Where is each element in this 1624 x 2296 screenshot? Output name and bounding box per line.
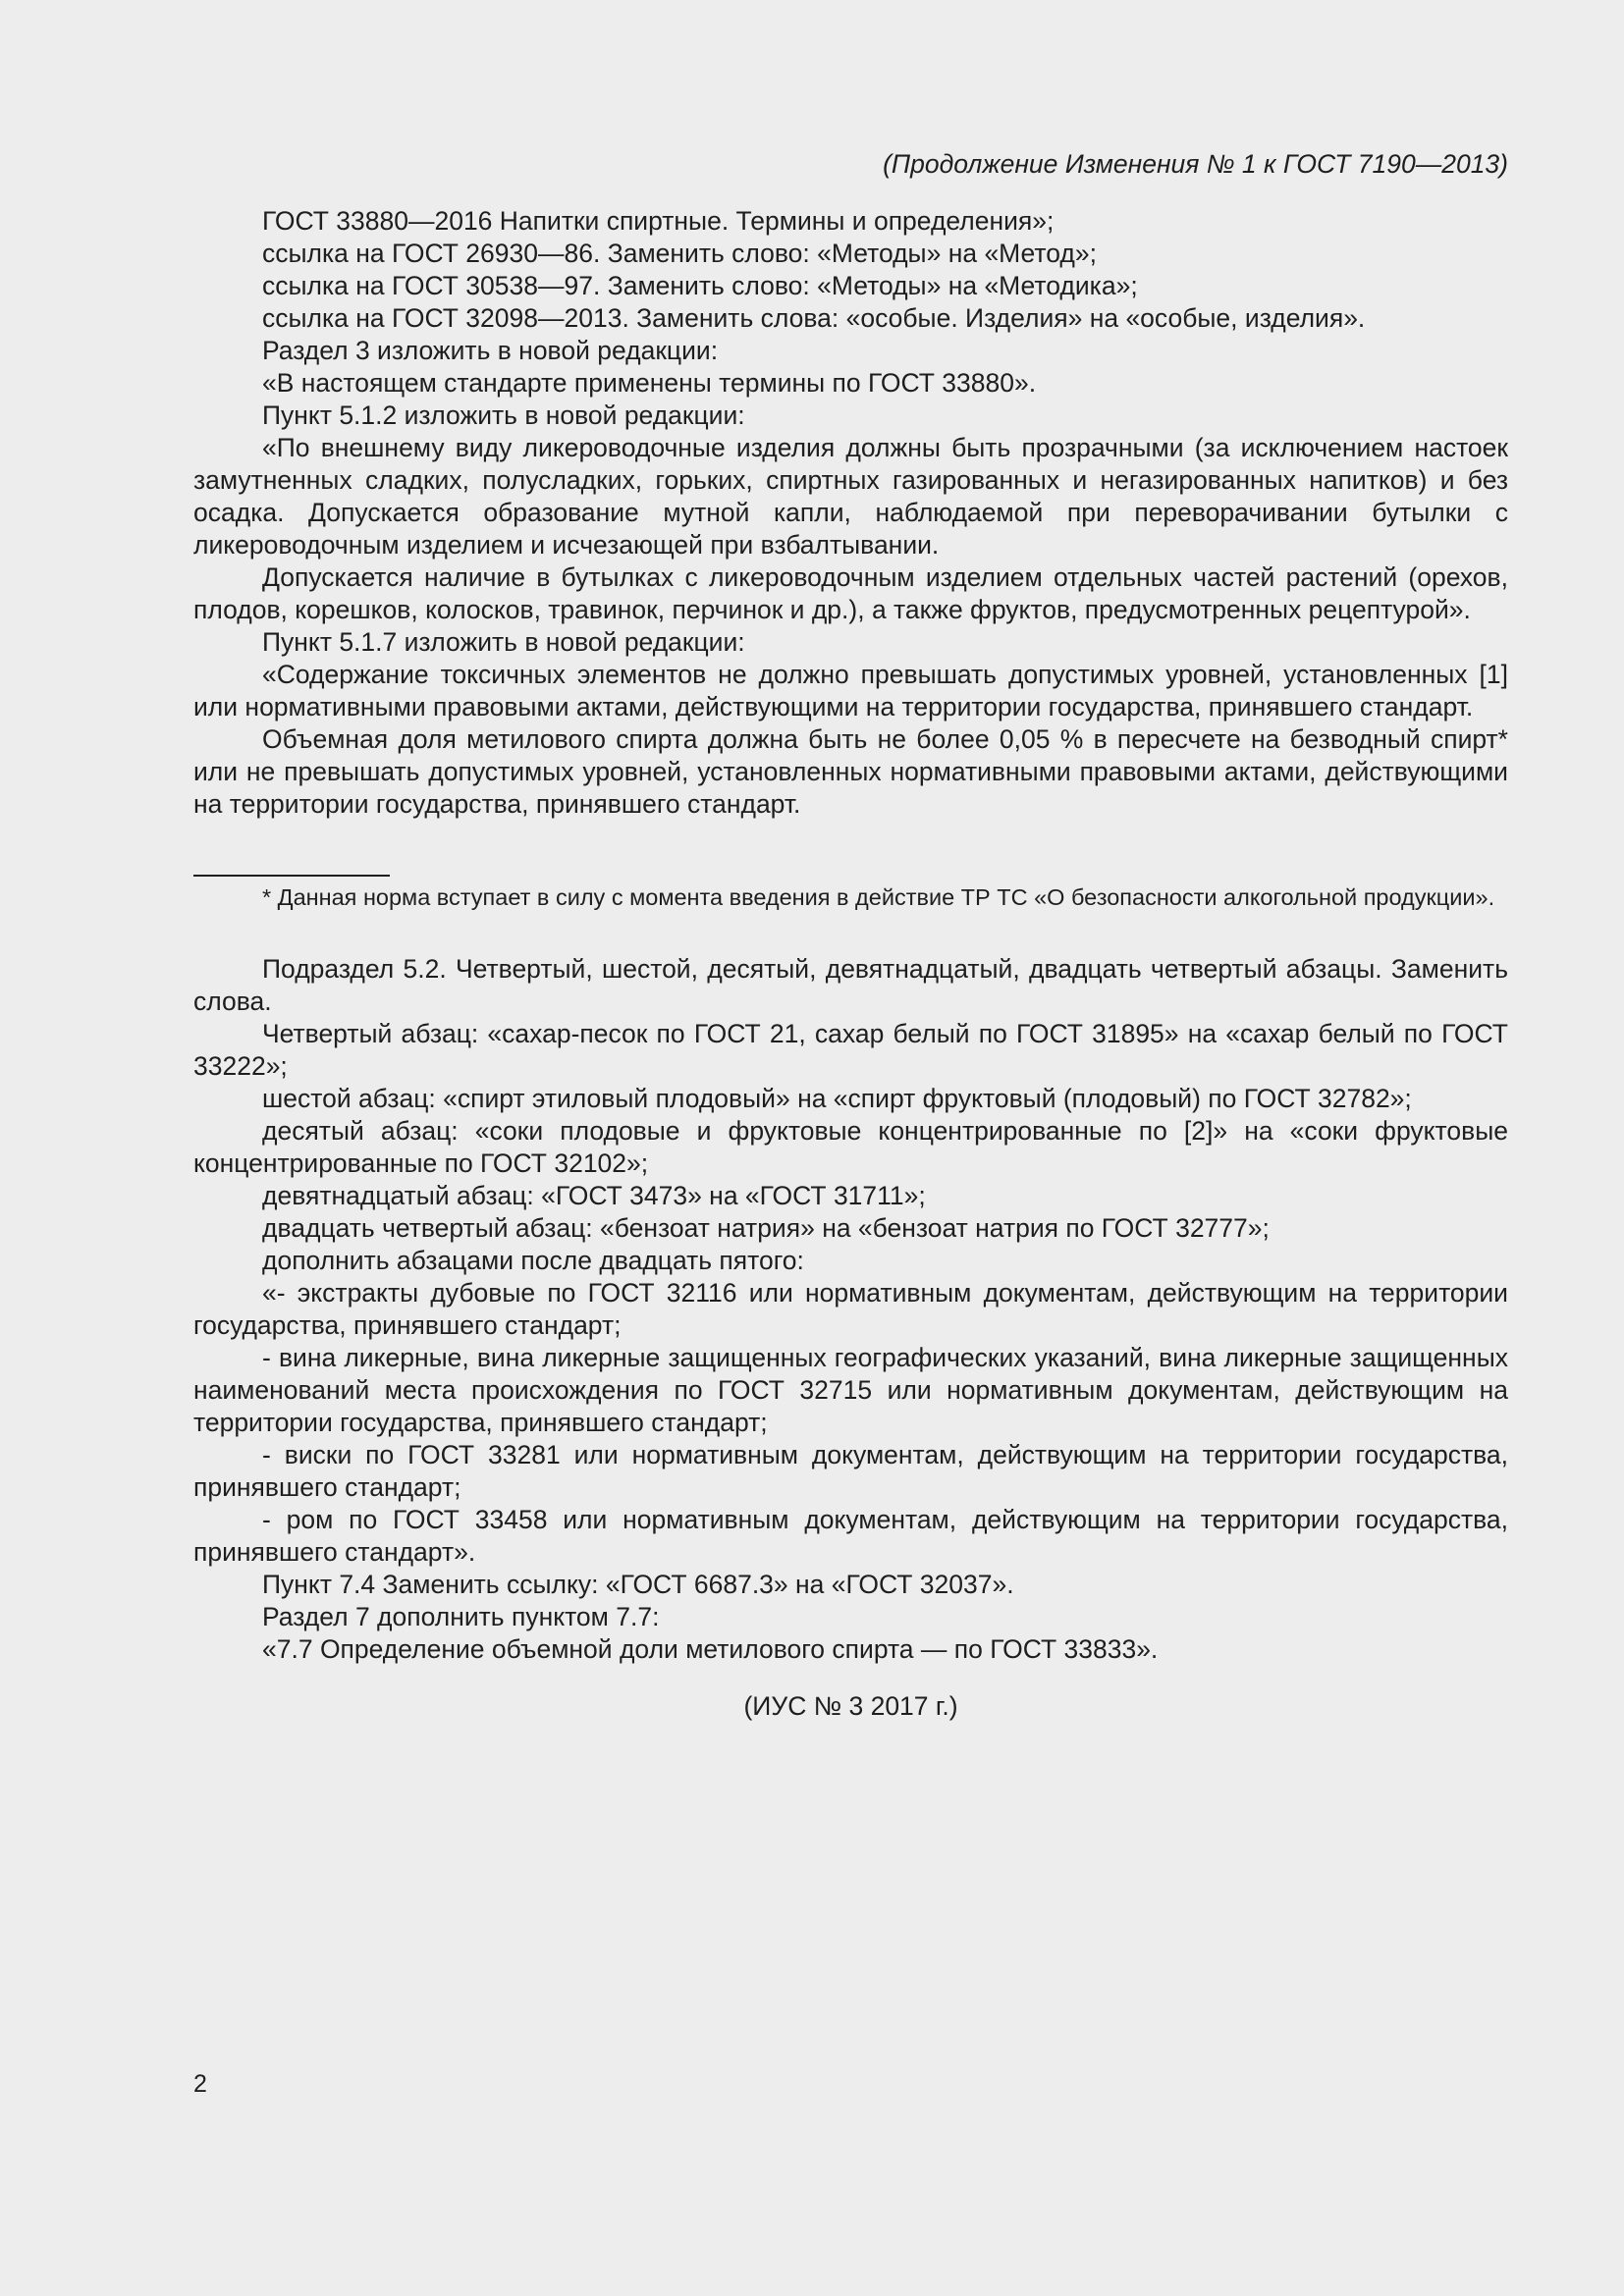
footnote-separator — [193, 875, 390, 877]
footnote-text: * Данная норма вступает в силу с момента введения в действие ТР ТС «О безопасности алкогольной продукции». — [262, 884, 1495, 910]
paragraph: Четвертый абзац: «сахар-песок по ГОСТ 21, сахар белый по ГОСТ 31895» на «сахар белый по ГОСТ 33222»; — [193, 1019, 1508, 1081]
section-1 — [193, 205, 1508, 821]
paragraph: Раздел 7 дополнить пунктом 7.7: — [262, 1602, 660, 1631]
section-2 — [193, 953, 1508, 1666]
paragraph: Раздел 3 изложить в новой редакции: — [262, 336, 719, 365]
paragraph: дополнить абзацами после двадцать пятого: — [262, 1246, 804, 1275]
paragraph: - вина ликерные, вина ликерные защищенных географических указаний, вина ликерные защищенных наименований места происхождения по ГОСТ 32715 или нормативным документам, действующим на территории государства, принявшего стандарт; — [193, 1343, 1508, 1437]
paragraph: шестой абзац: «спирт этиловый плодовый» на «спирт фруктовый (плодовый) по ГОСТ 32782»; — [262, 1084, 1412, 1113]
page-content — [193, 142, 1508, 1723]
paragraph: Пункт 7.4 Заменить ссылку: «ГОСТ 6687.3» на «ГОСТ 32037». — [262, 1570, 1014, 1599]
paragraph: ГОСТ 33880—2016 Напитки спиртные. Термины и определения»; — [262, 206, 1055, 236]
paragraph: Пункт 5.1.2 изложить в новой редакции: — [262, 400, 745, 430]
footnote — [193, 882, 1508, 913]
page-number: 2 — [193, 2070, 207, 2098]
paragraph: девятнадцатый абзац: «ГОСТ 3473» на «ГОСТ 31711»; — [262, 1181, 926, 1210]
paragraph: двадцать четвертый абзац: «бензоат натрия» на «бензоат натрия по ГОСТ 32777»; — [262, 1213, 1270, 1243]
paragraph: ссылка на ГОСТ 32098—2013. Заменить слова: «особые. Изделия» на «особые, изделия». — [262, 303, 1366, 333]
paragraph: «В настоящем стандарте применены термины по ГОСТ 33880». — [262, 368, 1037, 398]
paragraph: «7.7 Определение объемной доли метилового спирта — по ГОСТ 33833». — [262, 1634, 1159, 1664]
paragraph: Пункт 5.1.7 изложить в новой редакции: — [262, 627, 745, 657]
paragraph: ссылка на ГОСТ 30538—97. Заменить слово: «Методы» на «Методика»; — [262, 271, 1138, 300]
paragraph: «Содержание токсичных элементов не должно превышать допустимых уровней, установленных [1] или нормативными правовыми актами, действующими на территории государства, принявшего стандарт. — [193, 660, 1508, 721]
paragraph: «По внешнему виду ликероводочные изделия должны быть прозрачными (за исключением настоек замутненных сладких, полусладких, горьких, спиртных газированных и негазированных напитков) и без осадка. Допускается образование мутной капли, наблюдаемой при переворачивании бутылки с ликероводочным изделием и исчезающей при взбалтывании. — [193, 433, 1508, 560]
ius-reference: (ИУС № 3 2017 г.) — [743, 1691, 958, 1721]
paragraph: десятый абзац: «соки плодовые и фруктовые концентрированные по [2]» на «соки фруктовые концентрированные по ГОСТ 32102»; — [193, 1116, 1508, 1178]
paragraph: Допускается наличие в бутылках с ликероводочным изделием отдельных частей растений (орехов, плодов, корешков, колосков, травинок, перчинок и др.), а также фруктов, предусмотренных рецептурой». — [193, 562, 1508, 624]
paragraph: Объемная доля метилового спирта должна быть не более 0,05 % в пересчете на безводный спирт* или не превышать допустимых уровней, установленных нормативными правовыми актами, действующими на территории государства, принявшего стандарт. — [193, 724, 1508, 819]
paragraph: - виски по ГОСТ 33281 или нормативным документам, действующим на территории государства, принявшего стандарт; — [193, 1440, 1508, 1502]
paragraph: - ром по ГОСТ 33458 или нормативным документам, действующим на территории государства, принявшего стандарт». — [193, 1505, 1508, 1567]
continuation-header: (Продолжение Изменения № 1 к ГОСТ 7190—2013) — [883, 149, 1508, 179]
paragraph: ссылка на ГОСТ 26930—86. Заменить слово: «Методы» на «Метод»; — [262, 239, 1097, 268]
paragraph: Подраздел 5.2. Четвертый, шестой, десятый, девятнадцатый, двадцать четвертый абзацы. Заменить слова. — [193, 954, 1508, 1016]
paragraph: «- экстракты дубовые по ГОСТ 32116 или нормативным документам, действующим на территории государства, принявшего стандарт; — [193, 1278, 1508, 1340]
